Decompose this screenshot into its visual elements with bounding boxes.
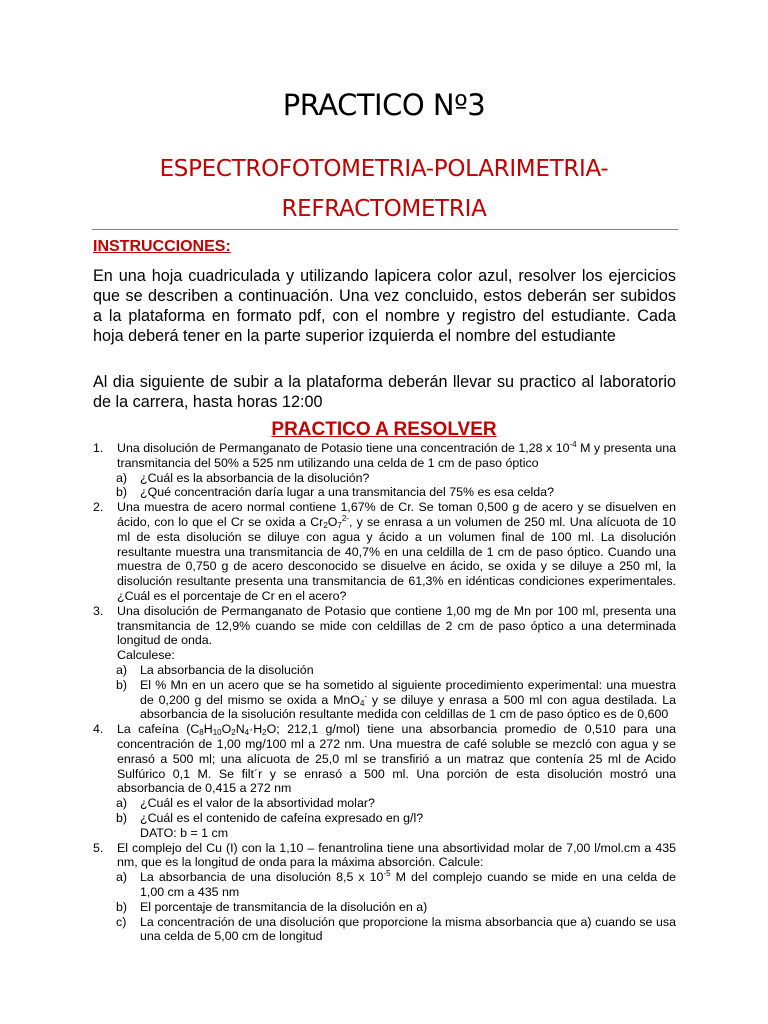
- subscript: 7: [337, 520, 342, 530]
- item-text: ¿Qué concentración daría lugar a una transmitancia del 75% es esa celda?: [140, 485, 554, 500]
- problem-text: Una disolución de Permanganato de Potasio tiene una concentración de 1,28 x 10: [117, 441, 570, 455]
- formula-part: O: [221, 722, 232, 737]
- exponent: -5: [383, 869, 391, 879]
- problem-text: La cafeína (C: [117, 722, 200, 737]
- subscript: 10: [212, 728, 222, 738]
- dato-note: DATO: b = 1 cm: [140, 825, 229, 840]
- problem-4-item-a: [93, 796, 676, 811]
- problem-5-item-c: [93, 915, 676, 945]
- item-letter: a): [116, 662, 128, 677]
- problem-3: [93, 604, 676, 648]
- problem-list: [93, 441, 676, 944]
- subscript: 2: [323, 520, 328, 530]
- subtitle-line-2: REFRACTOMETRIA: [281, 196, 487, 222]
- formula-part: O: [327, 514, 338, 529]
- subscript: 4: [244, 728, 250, 738]
- formula-part: N: [235, 722, 245, 737]
- item-text: La absorbancia de una disolución 8,5 x 10: [140, 870, 384, 885]
- problem-number: 2.: [93, 500, 104, 515]
- problem-4: [93, 722, 676, 796]
- superscript: -: [364, 691, 368, 701]
- subscript: 2: [231, 728, 236, 738]
- problem-text: Una disolución de Permanganato de Potasio que contiene 1,00 mg de Mn por 100 ml, presenta una transmitancia de 12,9% cuando se mide con celdillas de 2 cm de paso óptico a una determinada longitud de onda.: [117, 603, 676, 648]
- item-text: ¿Cuál es el contenido de cafeína expresado en g/l?: [140, 810, 424, 825]
- formula-part: ·H: [249, 722, 263, 737]
- problem-number: 3.: [93, 603, 104, 618]
- subtitle-line-1: ESPECTROFOTOMETRIA-POLARIMETRIA-: [159, 156, 609, 182]
- page-title: PRACTICO Nº3: [282, 88, 486, 122]
- item-text: M del complejo cuando se mide en una celda de 1,00 cm a 435 nm: [140, 870, 676, 899]
- instructions-heading: INSTRUCCIONES:: [93, 238, 231, 255]
- problem-5: [93, 841, 676, 871]
- item-text: La concentración de una disolución que proporcione la misma absorbancia que a) cuando se usa una celda de 5,00 cm de longitud: [140, 914, 676, 944]
- item-letter: b): [116, 677, 128, 692]
- item-text: y se diluye y enrasa a 500 ml con agua destilada. La absorbancia de la sisolución resultante medida con celdillas de 1 cm de paso óptico es de 0,600: [140, 692, 676, 722]
- divider: [92, 229, 678, 230]
- item-letter: a): [116, 470, 128, 485]
- item-letter: a): [116, 796, 128, 811]
- section-heading: PRACTICO A RESOLVER: [271, 419, 497, 440]
- problem-5-item-a: [93, 870, 676, 900]
- problem-4-item-b: [93, 811, 676, 826]
- problem-text: El complejo del Cu (I) con la 1,10 – fenantrolina tiene una absortividad molar de 7,00 l/mol.cm a 435 nm, que es la longitud de onda para la máxima absorción. Calcule:: [117, 840, 676, 870]
- problem-3-item-b: [93, 678, 676, 722]
- problem-text: M y presenta una transmitancia del 50% a 525 nm utilizando una celda de 1 cm de paso óptico: [117, 441, 676, 470]
- problem-5-item-b: [93, 900, 676, 915]
- problem-2: [93, 500, 676, 604]
- problem-1-item-a: [93, 471, 676, 486]
- subscript: 8: [199, 728, 204, 738]
- item-letter: a): [116, 870, 128, 885]
- problem-number: 1.: [93, 441, 104, 455]
- item-text: ¿Cuál es el valor de la absortividad molar?: [140, 796, 375, 811]
- item-letter: b): [116, 810, 128, 825]
- problem-number: 4.: [93, 722, 104, 737]
- item-text: La absorbancia de la disolución: [140, 662, 314, 677]
- problem-1: [93, 441, 676, 471]
- problem-text: , y se enrasa a un volumen de 250 ml. Una alícuota de 10 ml de esta disolución se diluye con agua y ácido a un volumen final de 100 ml. La disolución resultante muestra una transmitancia de 40,7% en una celdilla de 1 cm de paso óptico. Cuando una muestra de 0,750 g de acero desconocido se disuelve en ácido, se oxida y se diluye a 250 ml, la disolución resultante presenta una transmitancia de 61,3% en idénticas condiciones experimentales. ¿Cuál es el porcentaje de Cr en el acero?: [117, 514, 677, 603]
- subscript: 4: [359, 698, 365, 708]
- item-letter: c): [116, 914, 127, 929]
- calculese-label: Calculese:: [117, 648, 175, 663]
- exponent: -4: [569, 440, 577, 449]
- problem-3-item-a: [93, 663, 676, 678]
- formula-part: H: [203, 722, 213, 737]
- item-letter: b): [116, 899, 128, 914]
- problem-1-item-b: [93, 485, 676, 500]
- problem-number: 5.: [93, 840, 104, 855]
- subscript: 2: [262, 728, 267, 738]
- instructions-paragraph-1: En una hoja cuadriculada y utilizando lapicera color azul, resolver los ejercicios que se describen a continuación. Una vez concluido, estos deberán ser subidos a la plataforma en formato pdf, con el nombre y registro del estudiante. Cada hoja deberá tener en la parte superior izquierda el nombre del estudiante: [93, 267, 676, 345]
- problem-text: O; 212,1 g/mol) tiene una absorbancia promedio de 0,510 para una concentración de 1,00 mg/100 ml a 272 nm. Una muestra de café soluble se mezcló con agua y se enrasó a 500 ml; una alícuota de 25,0 ml se transfirió a un matraz que contenía 25 ml de Acido Sulfúrico 0,1 M. Se filt´r y se enrasó a 500 ml. Una porción de esta disolución mostró una absorbancia de 0,415 a 272 nm: [117, 722, 676, 796]
- item-text: El porcentaje de transmitancia de la disolución en a): [140, 899, 428, 914]
- superscript: 2-: [341, 513, 349, 523]
- problem-text: Una muestra de acero normal contiene 1,67% de Cr. Se toman 0,500 g de acero y se disuelven en ácido, con lo que el Cr se oxida a Cr: [117, 500, 676, 529]
- item-letter: b): [116, 485, 128, 500]
- item-text: El % Mn en un acero que se ha sometido al siguiente procedimiento experimental: una muestra de 0,200 g del mismo se oxida a MnO: [140, 677, 676, 707]
- instructions-paragraph-2: Al dia siguiente de subir a la plataforma deberán llevar su practico al laboratorio de la carrera, hasta horas 12:00: [93, 373, 676, 411]
- item-text: ¿Cuál es la absorbancia de la disolución?: [140, 470, 370, 485]
